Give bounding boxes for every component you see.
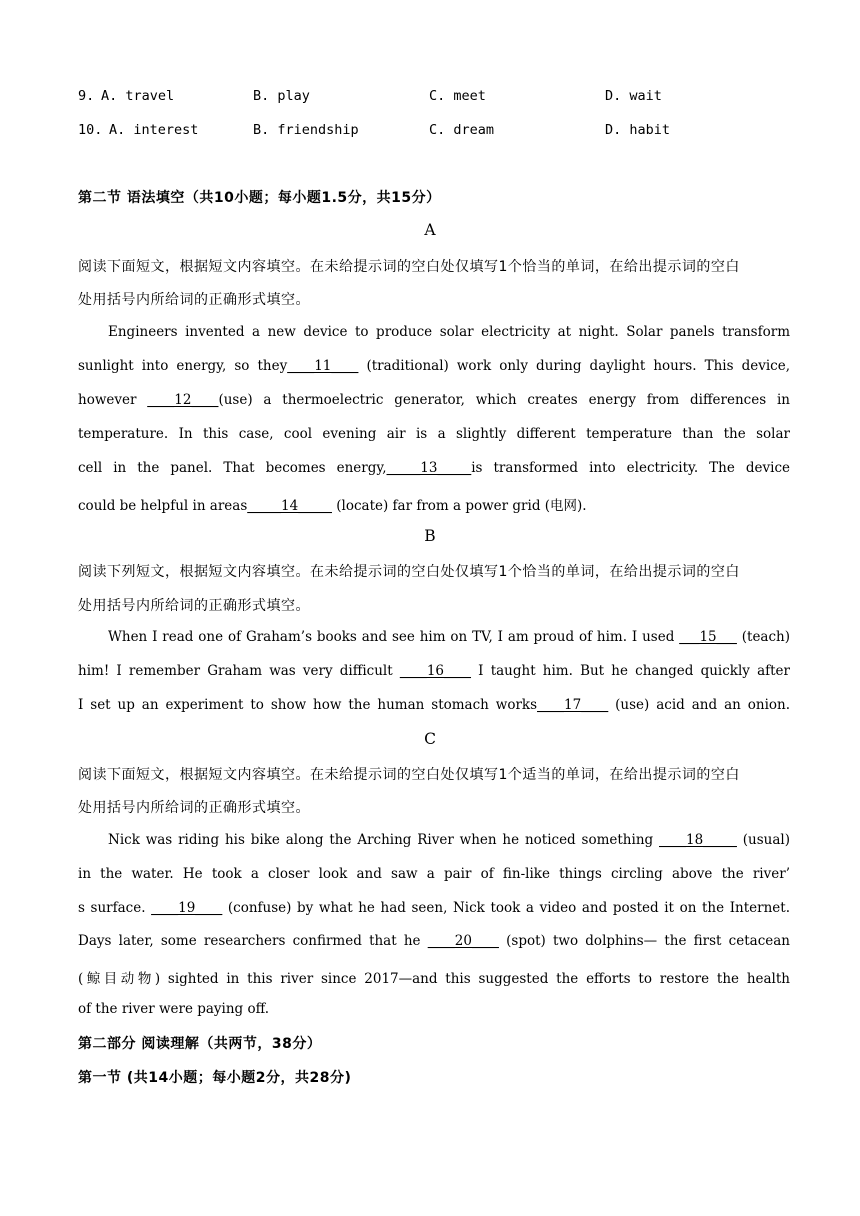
blank-15: ___15___ [679, 629, 737, 645]
blank-17: ____17____ [537, 697, 609, 713]
question-9-label: 9. [78, 88, 95, 104]
passage-c-line-4: Days later, some researchers confirmed that he ____20____ (spot) two dolphins— the first cetacean [78, 933, 790, 949]
option-a: A. travel [101, 88, 175, 104]
blank-12: ____12____ [147, 392, 219, 408]
passage-c-line-5: (鲸目动物) sighted in this river since 2017—and this suggested the efforts to restore the health [78, 971, 790, 987]
passage-a-instruction-2: 处用括号内所给词的正确形式填空。 [78, 292, 310, 308]
passage-c-instruction-1: 阅读下面短文，根据短文内容填空。在未给提示词的空白处仅填写1个适当的单词，在给出提示词的空白 [78, 767, 740, 783]
section-2-title: 第二节 语法填空（共10小题；每小题1.5分，共15分） [78, 190, 441, 206]
passage-a-instruction-1: 阅读下面短文，根据短文内容填空。在未给提示词的空白处仅填写1个恰当的单词，在给出提示词的空白 [78, 259, 740, 275]
passage-c-line-1: Nick was riding his bike along the Arching River when he noticed something ____18_____ (usual) [108, 832, 790, 848]
passage-a-line-5: cell in the panel. That becomes energy,_____13_____is transformed into electricity. The device [78, 460, 790, 476]
option-d: D. habit [605, 122, 671, 138]
question-10-label: 10. [78, 122, 103, 138]
blank-20: ____20____ [427, 933, 499, 949]
part-2-title: 第二部分 阅读理解（共两节，38分） [78, 1036, 322, 1052]
passage-a-label: A [424, 221, 436, 239]
option-b: B. play [253, 88, 310, 104]
blank-11: ____11____ [287, 358, 359, 374]
option-c: C. meet [429, 88, 486, 104]
passage-b-line-3: I set up an experiment to show how the human stomach works____17____ (use) acid and an onion. [78, 697, 790, 713]
passage-a-line-2: sunlight into energy, so they____11____ (traditional) work only during daylight hours. This device, [78, 358, 790, 374]
passage-a-line-6: could be helpful in areas_____14_____ (locate) far from a power grid (电网). [78, 498, 587, 514]
blank-19: ____19____ [151, 900, 223, 916]
passage-a-line-4: temperature. In this case, cool evening air is a slightly different temperature than the solar [78, 426, 790, 442]
passage-a-line-1: Engineers invented a new device to produce solar electricity at night. Solar panels transform [108, 324, 790, 340]
question-10-options [78, 122, 788, 142]
passage-b-instruction-1: 阅读下列短文，根据短文内容填空。在未给提示词的空白处仅填写1个恰当的单词，在给出提示词的空白 [78, 564, 740, 580]
option-d: D. wait [605, 88, 662, 104]
passage-c-line-2: in the water. He took a closer look and saw a pair of fin-like things circling above the river’ [78, 866, 790, 882]
passage-c-line-3: s surface. ____19____ (confuse) by what he had seen, Nick took a video and posted it on the Internet. [78, 900, 790, 916]
option-c: C. dream [429, 122, 495, 138]
passage-b-line-1: When I read one of Graham’s books and see him on TV, I am proud of him. I used ___15___ (teach) [108, 629, 791, 645]
blank-13: _____13_____ [386, 460, 472, 476]
blank-14: _____14_____ [247, 498, 332, 514]
passage-c-label: C [424, 730, 436, 748]
blank-16: ____16____ [399, 663, 472, 679]
question-9-options [78, 88, 788, 108]
passage-b-line-2: him! I remember Graham was very difficult ____16____ I taught him. But he changed quickly after [78, 663, 791, 679]
passage-b-label: B [424, 527, 436, 545]
option-a: A. interest [109, 122, 199, 138]
passage-b-instruction-2: 处用括号内所给词的正确形式填空。 [78, 598, 310, 614]
blank-18: ____18_____ [659, 832, 737, 848]
passage-c-instruction-2: 处用括号内所给词的正确形式填空。 [78, 800, 310, 816]
option-b: B. friendship [253, 122, 359, 138]
part-2-section-1-title: 第一节 (共14小题；每小题2分，共28分) [78, 1070, 352, 1086]
passage-c-line-6: of the river were paying off. [78, 1001, 270, 1017]
passage-a-line-3: however ____12____(use) a thermoelectric generator, which creates energy from differences in [78, 392, 790, 408]
